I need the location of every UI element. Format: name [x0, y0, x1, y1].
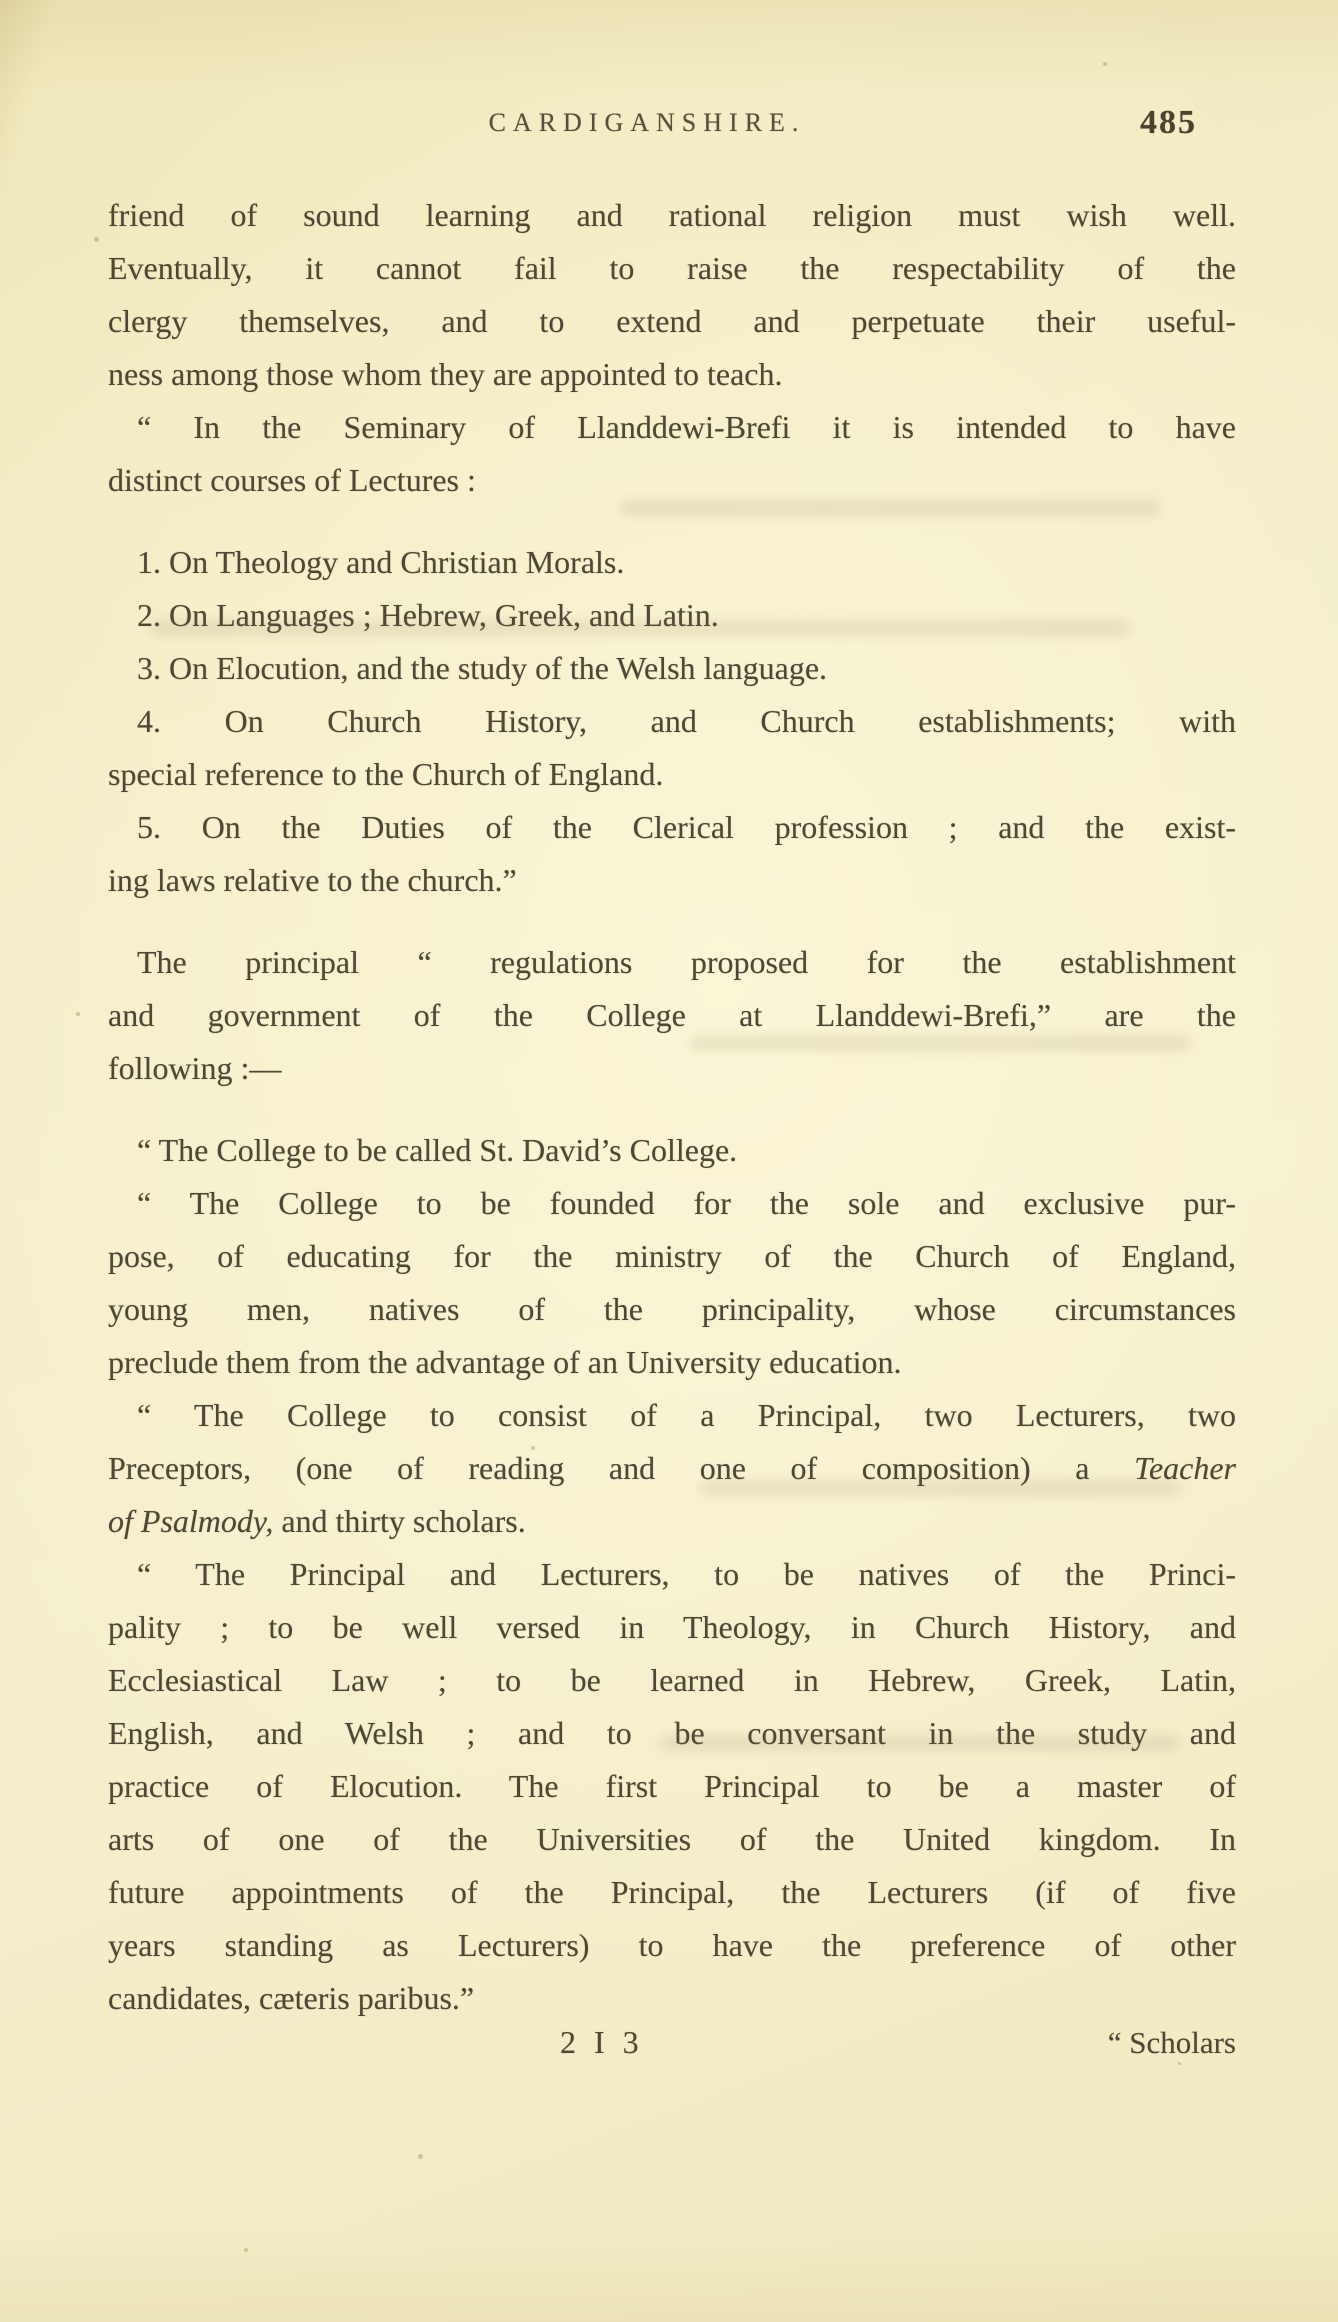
college-purpose-paragraph: [108, 1177, 1236, 1389]
text-line: “ The College to consist of a Principal, two Lecturers, two: [137, 1397, 1236, 1433]
text-line: preclude them from the advantage of an University education.: [108, 1344, 902, 1380]
text-line: Eventually, it cannot fail to raise the respectability of the: [108, 250, 1236, 286]
paper-speck: [418, 2154, 423, 2159]
text-line: 1. On Theology and Christian Morals.: [137, 544, 625, 580]
continuation-paragraph: [108, 189, 1236, 401]
college-staff-paragraph: [108, 1389, 1236, 1548]
text-line: distinct courses of Lectures :: [108, 462, 476, 498]
show-through-smudge: [690, 1035, 1190, 1051]
text-line: Ecclesiastical Law ; to be learned in Hebrew, Greek, Latin,: [108, 1662, 1236, 1698]
seminary-paragraph: [108, 401, 1236, 507]
text-line: arts of one of the Universities of the United kingdom. In: [108, 1821, 1236, 1857]
text-line: “ The College to be founded for the sole and exclusive pur-: [137, 1185, 1236, 1221]
text-line: years standing as Lecturers) to have the preference of other: [108, 1927, 1236, 1963]
text-line: candidates, cæteris paribus.”: [108, 1980, 475, 2016]
text-line: The principal “ regulations proposed for the establishment: [137, 944, 1236, 980]
regulations-intro-paragraph: [108, 936, 1236, 1095]
text-line: “ The College to be called St. David’s College.: [137, 1132, 738, 1168]
page-header: [0, 104, 1338, 158]
text-line: special reference to the Church of England.: [108, 756, 664, 792]
text-line: of Psalmody, and thirty scholars.: [108, 1503, 526, 1539]
paper-speck: [1178, 2062, 1181, 2065]
paper-speck: [94, 237, 99, 242]
paper-speck: [1103, 62, 1107, 66]
lecture-list-item-4: [108, 695, 1236, 801]
paper-speck: [76, 1012, 80, 1016]
text-line: future appointments of the Principal, the Lecturers (if of five: [108, 1874, 1236, 1910]
text-line: 5. On the Duties of the Clerical profession ; and the exist-: [137, 809, 1236, 845]
text-line: English, and Welsh ; and to be conversant in the study and: [108, 1715, 1236, 1751]
show-through-smudge: [620, 500, 1160, 516]
text-line: 4. On Church History, and Church establishments; with: [137, 703, 1236, 739]
text-line: and government of the College at Llanddewi-Brefi,” are the: [108, 997, 1236, 1033]
text-line: following :—: [108, 1050, 282, 1086]
paper-speck: [531, 1446, 535, 1450]
catchword: “ Scholars: [1107, 2025, 1236, 2060]
college-name-paragraph: [108, 1124, 1236, 1177]
page-footer: [108, 2016, 1236, 2069]
text-line: friend of sound learning and rational religion must wish well.: [108, 197, 1236, 233]
signature-mark: 2 I 3: [560, 2024, 644, 2060]
text-line: practice of Elocution. The first Principal to be a master of: [108, 1768, 1236, 1804]
lecture-list-item-5: [108, 801, 1236, 907]
show-through-smudge: [660, 1735, 1180, 1751]
text-line: pose, of educating for the ministry of the Church of England,: [108, 1238, 1236, 1274]
page-number: 485: [1140, 104, 1197, 141]
text-line: ness among those whom they are appointed to teach.: [108, 356, 783, 392]
text-line: clergy themselves, and to extend and perpetuate their useful-: [108, 303, 1236, 339]
text-line: pality ; to be well versed in Theology, in Church History, and: [108, 1609, 1236, 1645]
text-line: 3. On Elocution, and the study of the Welsh language.: [137, 650, 828, 686]
show-through-smudge: [700, 1480, 1180, 1496]
lecture-list-item-1: [108, 536, 1236, 589]
text-line: 2. On Languages ; Hebrew, Greek, and Latin.: [137, 597, 719, 633]
text-line: “ The Principal and Lecturers, to be natives of the Princi-: [137, 1556, 1236, 1592]
text-line: young men, natives of the principality, whose circumstances: [108, 1291, 1236, 1327]
principal-qualifications-paragraph: [108, 1548, 1236, 2025]
text-line: Preceptors, (one of reading and one of composition) a Teacher: [108, 1450, 1236, 1486]
lecture-list-item-3: [108, 642, 1236, 695]
paper-speck: [244, 2248, 248, 2252]
text-line: ing laws relative to the church.”: [108, 862, 517, 898]
running-title: CARDIGANSHIRE.: [488, 108, 806, 137]
show-through-smudge: [150, 620, 1130, 636]
text-line: “ In the Seminary of Llanddewi-Brefi it is intended to have: [137, 409, 1236, 445]
